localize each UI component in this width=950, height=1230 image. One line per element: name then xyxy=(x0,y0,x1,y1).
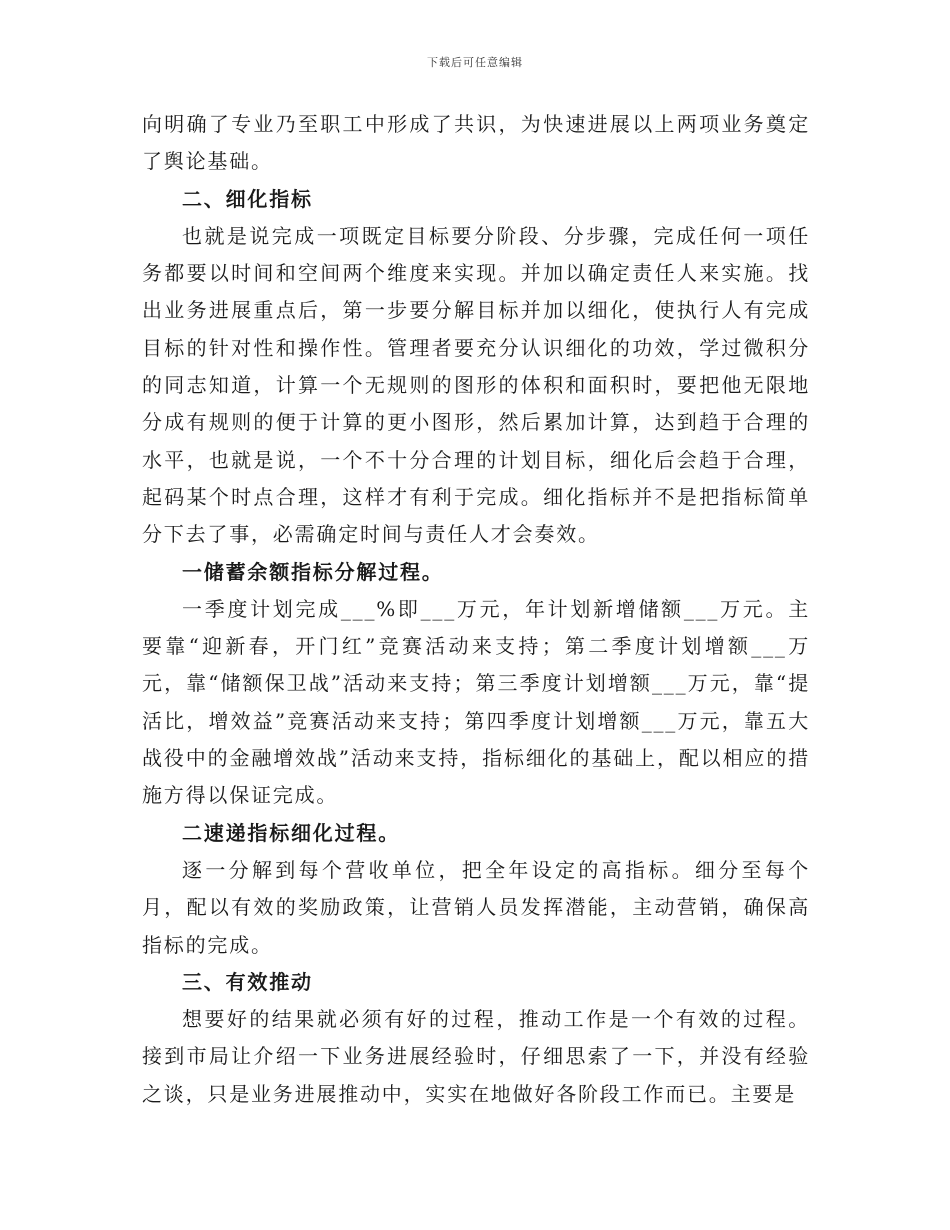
section-heading-refine-targets: 二、细化指标 xyxy=(182,186,313,211)
paragraph-continued: 向明确了专业乃至职工中形成了共识，为快速进展以上两项业务奠定了舆论基础。 xyxy=(142,112,810,174)
subheading-express-refinement: 二速递指标细化过程。 xyxy=(182,820,400,845)
subheading-savings-decomposition: 一储蓄余额指标分解过程。 xyxy=(182,559,444,584)
page-header: 下载后可任意编辑 xyxy=(427,56,523,69)
paragraph-effective-push: 想要好的结果就必须有好的过程，推动工作是一个有效的过程。接到市局让介绍一下业务进展经验时，仔细思索了一下，并没有经验之谈，只是业务进展推动中，实实在地做好各阶段工作而已。主要是 xyxy=(142,1007,810,1106)
paragraph-refine-targets: 也就是说完成一项既定目标要分阶段、分步骤，完成任何一项任务都要以时间和空间两个维度来实现。并加以确定责任人来实施。找出业务进展重点后，第一步要分解目标并加以细化，使执行人有完成目标的针对性和操作性。管理者要充分认识细化的功效，学过微积分的同志知道，计算一个无规则的图形的体积和面积时，要把他无限地分成有规则的便于计算的更小图形，然后累加计算，达到趋于合理的水平，也就是说，一个不十分合理的计划目标，细化后会趋于合理，起码某个时点合理，这样才有利于完成。细化指标并不是把指标简单分下去了事，必需确定时间与责任人才会奏效。 xyxy=(142,223,810,547)
document-body xyxy=(142,106,810,1113)
paragraph-savings-decomposition: 一季度计划完成___%即___万元，年计划新增储额___万元。主要靠“迎新春，开门红”竞赛活动来支持；第二季度计划增额___万元，靠“储额保卫战”活动来支持；第三季度计划增额___万元，靠“提活比，增效益”竞赛活动来支持；第四季度计划增额___万元，靠五大战役中的金融增效战”活动来支持，指标细化的基础上，配以相应的措施方得以保证完成。 xyxy=(142,596,810,808)
section-heading-effective-push: 三、有效推动 xyxy=(182,969,313,994)
paragraph-express-refinement: 逐一分解到每个营收单位，把全年设定的高指标。细分至每个月，配以有效的奖励政策，让营销人员发挥潜能，主动营销，确保高指标的完成。 xyxy=(142,857,810,957)
